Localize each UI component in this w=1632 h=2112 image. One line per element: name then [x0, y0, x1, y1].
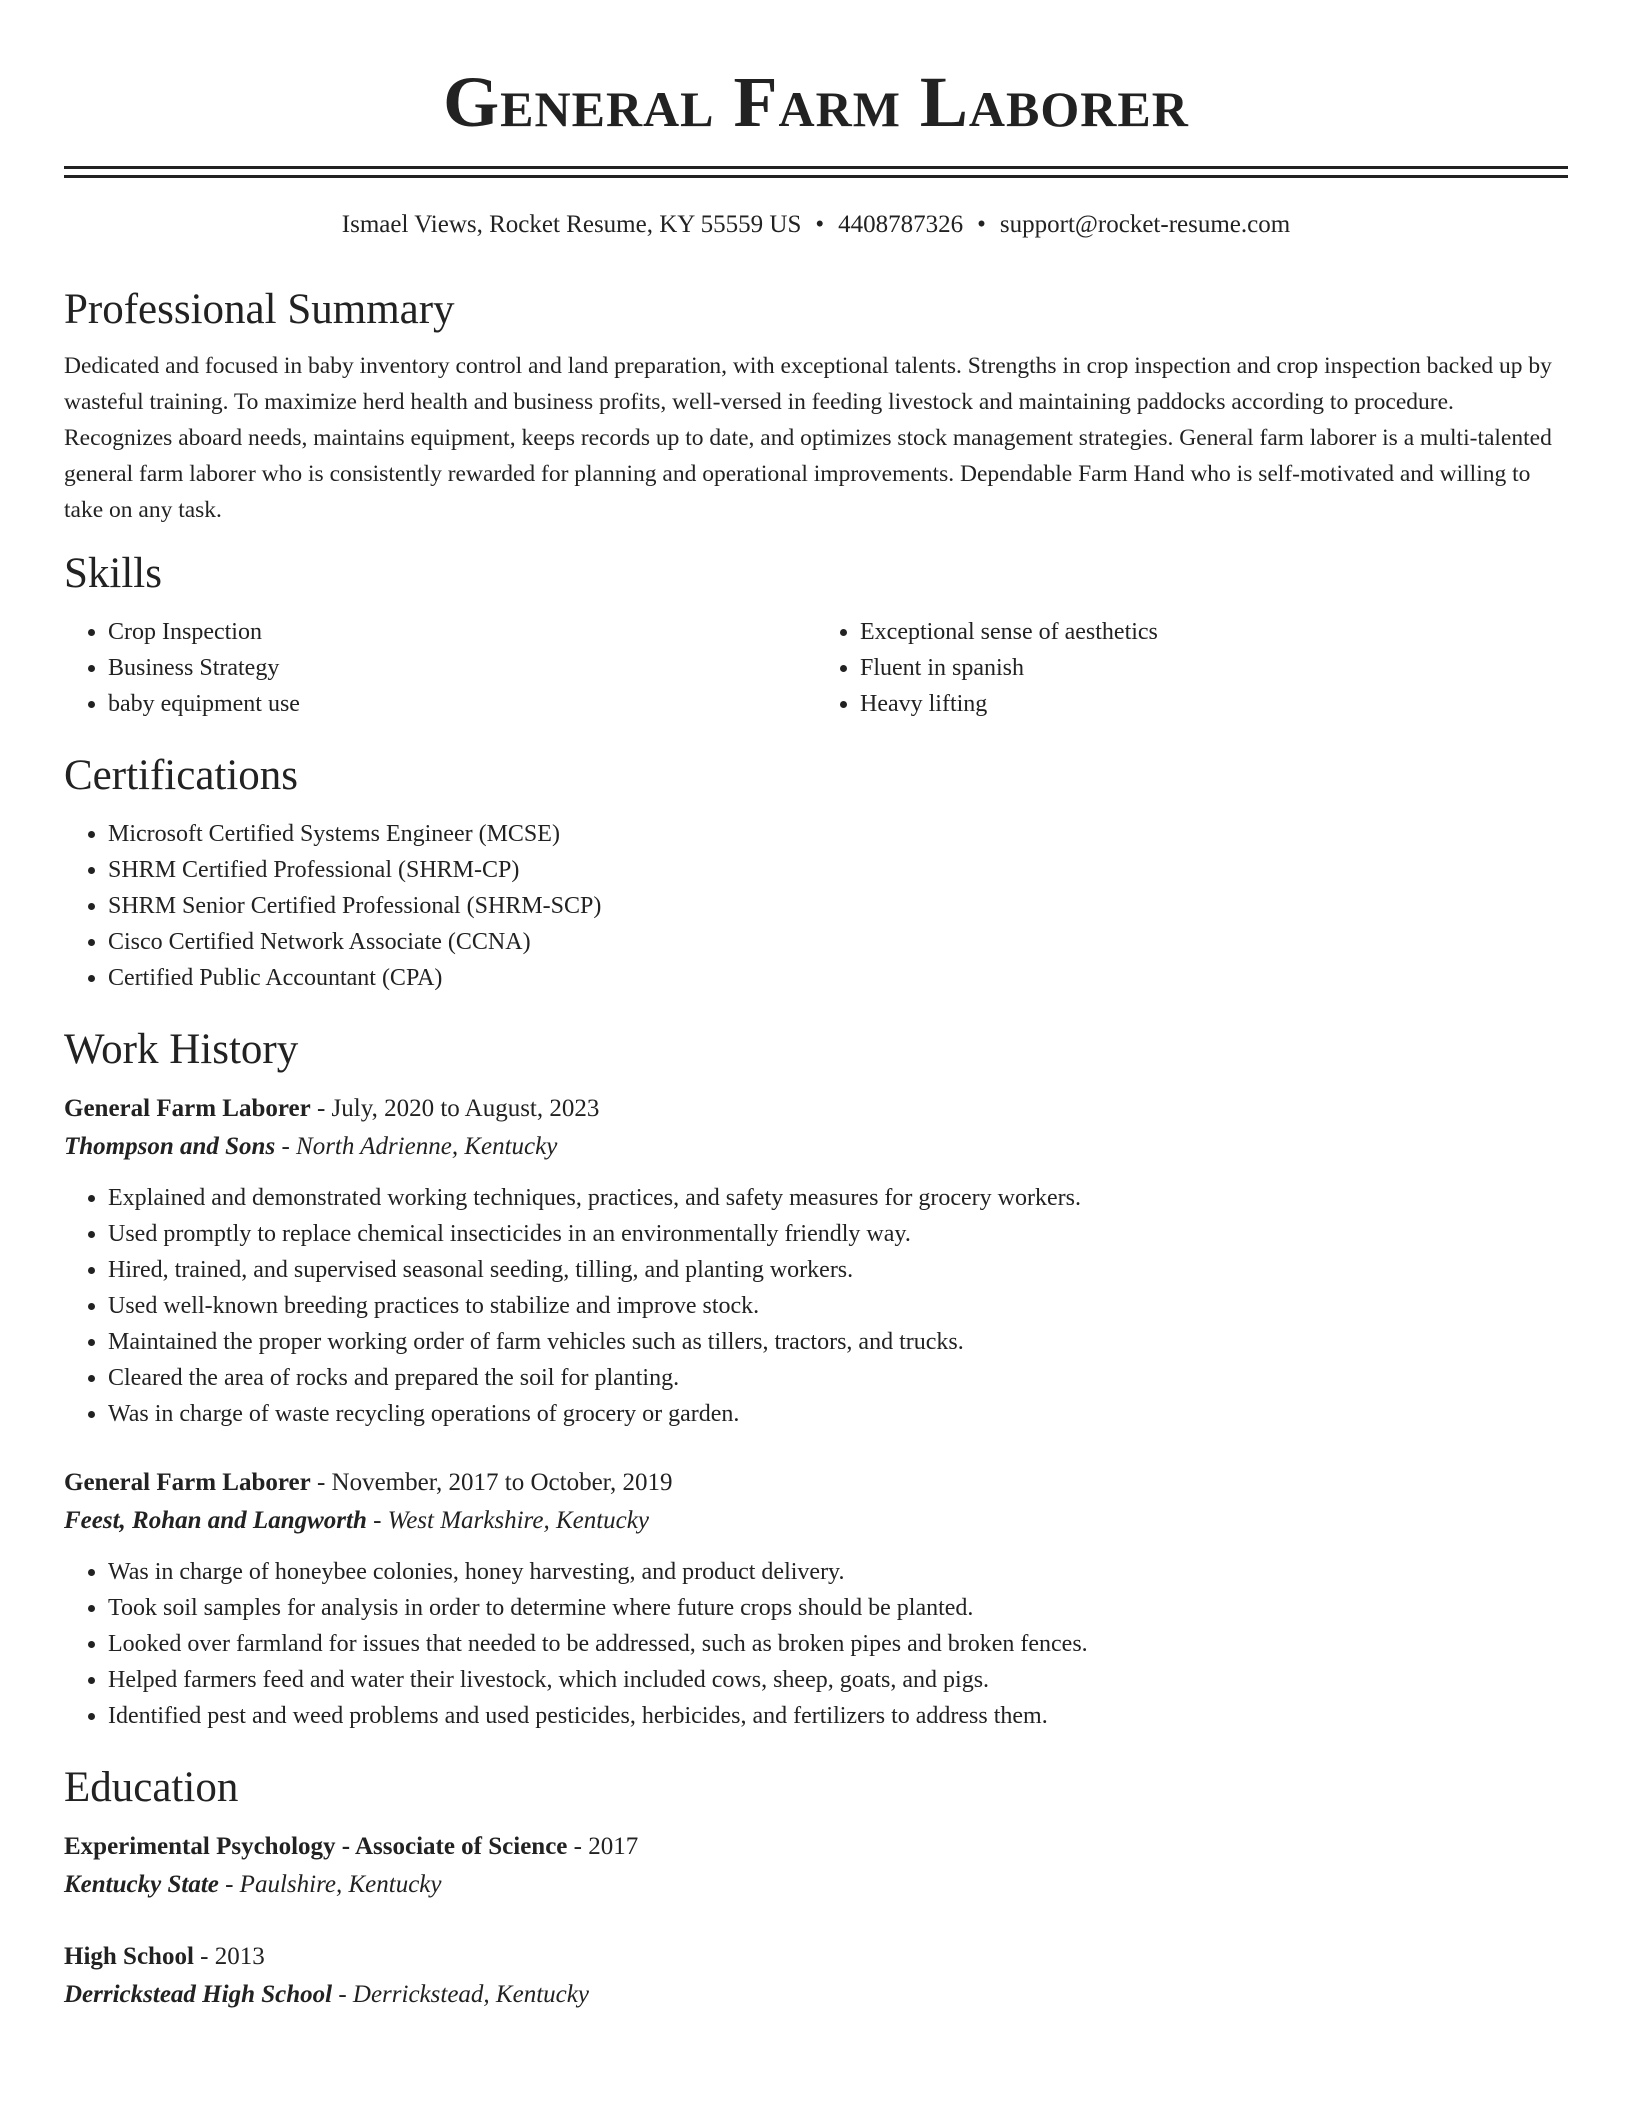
job-entry [64, 1464, 1568, 1734]
job-dates: - November, 2017 to October, 2019 [310, 1469, 673, 1496]
job-bullet: • Maintained the proper working order of farm vehicles such as tillers, tractors, and trucks. [108, 1324, 1568, 1360]
job-location: - North Adrienne, Kentucky [275, 1133, 558, 1160]
job-bullet: • Used well-known breeding practices to stabilize and improve stock. [108, 1288, 1568, 1324]
contact-email: support@rocket-resume.com [999, 211, 1291, 238]
job-company-line [64, 1502, 1568, 1540]
certification-item: • Certified Public Accountant (CPA) [108, 960, 1568, 996]
education-location: - Derrickstead, Kentucky [332, 1981, 589, 2008]
job-bullet: • Helped farmers feed and water their livestock, which included cows, sheep, goats, and pigs. [108, 1662, 1568, 1698]
job-company: Feest, Rohan and Langworth [64, 1507, 367, 1534]
job-bullet: • Looked over farmland for issues that needed to be addressed, such as broken pipes and broken fences. [108, 1626, 1568, 1662]
job-bullet: • Cleared the area of rocks and prepared the soil for planting. [108, 1360, 1568, 1396]
job-company: Thompson and Sons [64, 1133, 276, 1160]
education-header [64, 1938, 1568, 1976]
job-bullet: • Took soil samples for analysis in order to determine where future crops should be planted. [108, 1590, 1568, 1626]
job-bullet: • Identified pest and weed problems and used pesticides, herbicides, and fertilizers to address them. [108, 1698, 1568, 1734]
summary-text: Dedicated and focused in baby inventory control and land preparation, with exceptional talents. Strengths in crop inspection and crop inspection backed up by wasteful training. To maximize herd health and business profits, well-versed in feeding livestock and maintaining paddocks according to procedure. Recognizes aboard needs, maintains equipment, keeps records up to date, and optimizes stock management strategies. General farm laborer is a multi-talented general farm laborer who is consistently rewarded for planning and operational improvements. Dependable Farm Hand who is self-motivated and willing to take on any task. [64, 353, 1552, 523]
education-year: - 2013 [193, 1943, 265, 1970]
skills-list-left [64, 614, 816, 722]
certifications-heading: Certifications [64, 752, 299, 799]
education-header [64, 1828, 1568, 1866]
skills-heading: Skills [64, 550, 162, 597]
education-school: Derrickstead High School [64, 1981, 333, 2008]
job-title: General Farm Laborer [64, 1469, 311, 1496]
job-bullets [64, 1180, 1568, 1432]
contact-separator: • [977, 211, 986, 238]
education-entry [64, 1938, 1568, 2014]
certification-item: • SHRM Senior Certified Professional (SHRM-SCP) [108, 888, 1568, 924]
job-bullet: • Used promptly to replace chemical insecticides in an environmentally friendly way. [108, 1216, 1568, 1252]
job-bullets [64, 1554, 1568, 1734]
education-location: - Paulshire, Kentucky [218, 1871, 442, 1898]
skill-item: • baby equipment use [108, 686, 816, 722]
skills-list-right [816, 614, 1568, 722]
certification-item: • Microsoft Certified Systems Engineer (MCSE) [108, 816, 1568, 852]
skill-item: • Fluent in spanish [860, 650, 1568, 686]
education-year: - 2017 [567, 1833, 639, 1860]
job-company-line [64, 1128, 1568, 1166]
job-entry [64, 1090, 1568, 1432]
job-bullet: • Was in charge of honeybee colonies, honey harvesting, and product delivery. [108, 1554, 1568, 1590]
skill-item: • Heavy lifting [860, 686, 1568, 722]
education-school-line [64, 1976, 1568, 2014]
job-bullet: • Hired, trained, and supervised seasonal seeding, tilling, and planting workers. [108, 1252, 1568, 1288]
job-bullet: • Explained and demonstrated working techniques, practices, and safety measures for grocery workers. [108, 1180, 1568, 1216]
contact-line [64, 208, 1568, 242]
resume-title: General Farm Laborer [443, 62, 1189, 142]
certifications-list [64, 816, 1568, 996]
certification-item: • Cisco Certified Network Associate (CCNA) [108, 924, 1568, 960]
skill-item: • Exceptional sense of aesthetics [860, 614, 1568, 650]
education-heading: Education [64, 1764, 239, 1811]
education-entry [64, 1828, 1568, 1904]
contact-separator: • [815, 211, 825, 238]
contact-address: Ismael Views, Rocket Resume, KY 55559 US [341, 211, 802, 238]
title-divider [64, 166, 1568, 178]
skill-item: • Crop Inspection [108, 614, 816, 650]
job-bullet: • Was in charge of waste recycling operations of grocery or garden. [108, 1396, 1568, 1432]
certification-item: • SHRM Certified Professional (SHRM-CP) [108, 852, 1568, 888]
job-header [64, 1090, 1568, 1128]
work-history-heading: Work History [64, 1026, 299, 1073]
contact-phone: 4408787326 [838, 211, 964, 238]
summary-heading: Professional Summary [64, 286, 455, 333]
job-title: General Farm Laborer [64, 1095, 311, 1122]
skills-grid [64, 614, 1568, 722]
education-school: Kentucky State [64, 1871, 219, 1898]
skill-item: • Business Strategy [108, 650, 816, 686]
education-school-line [64, 1866, 1568, 1904]
job-header [64, 1464, 1568, 1502]
job-location: - West Markshire, Kentucky [366, 1507, 649, 1534]
job-dates: - July, 2020 to August, 2023 [310, 1095, 600, 1122]
education-degree: High School [64, 1943, 194, 1970]
education-degree: Experimental Psychology - Associate of Science [64, 1833, 568, 1860]
